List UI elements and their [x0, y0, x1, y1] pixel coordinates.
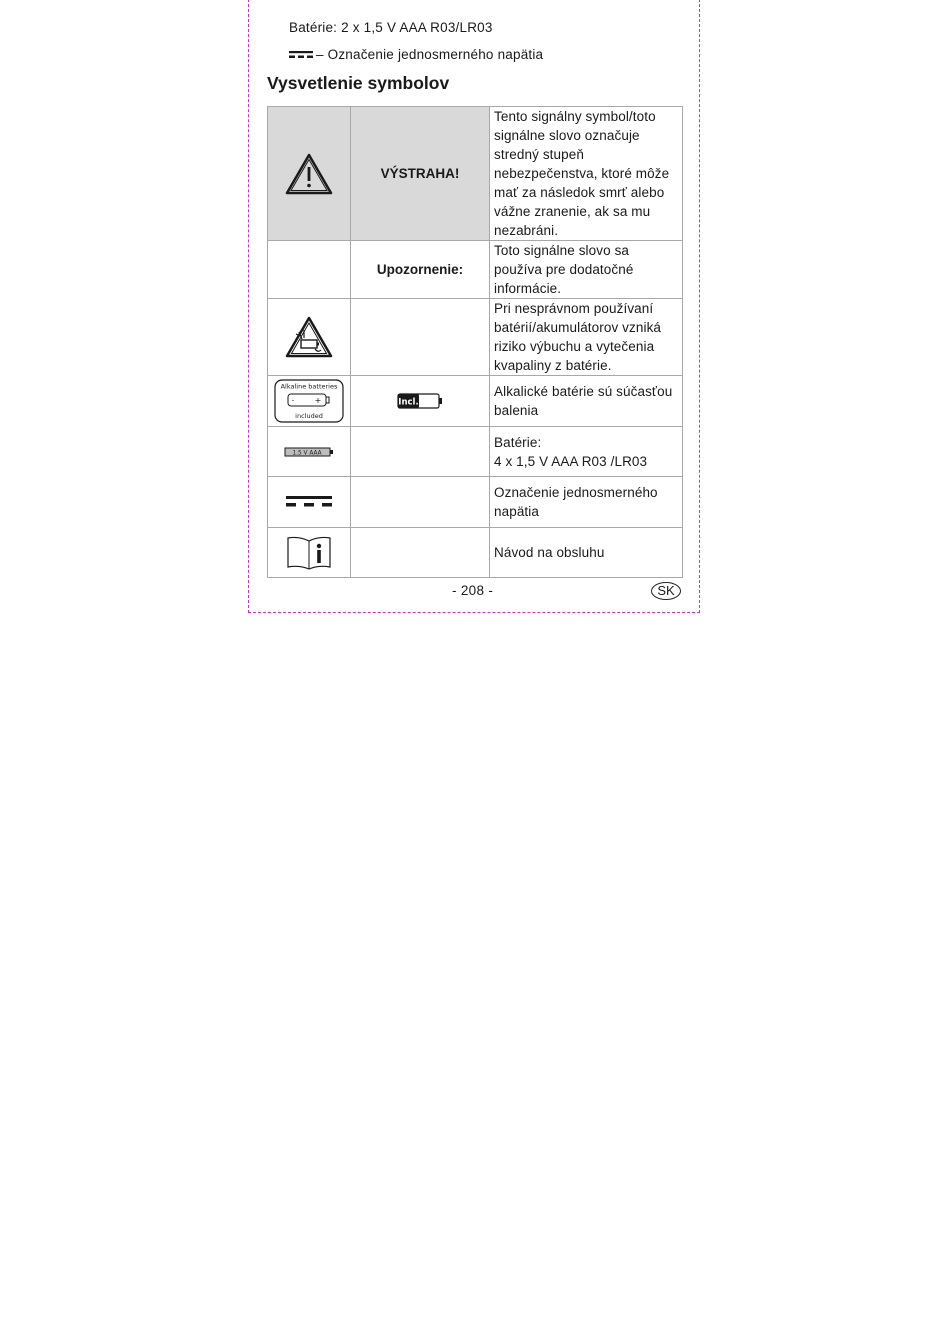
page-number: - 208 - — [452, 583, 494, 598]
table-row — [268, 477, 683, 528]
table-row — [268, 528, 683, 578]
svg-text:Incl.: Incl. — [398, 397, 419, 408]
language-badge: SK — [651, 582, 681, 600]
dc-voltage-line — [289, 47, 543, 62]
aaa-battery-icon — [284, 446, 334, 458]
warning-triangle-icon — [285, 153, 333, 195]
table-row — [268, 376, 683, 427]
battery-explosion-warning-icon — [285, 316, 333, 358]
incl-battery-icon — [397, 393, 443, 409]
row-description: Tento signálny symbol/toto signálne slovo označuje stredný stupeň nebezpečenstva, ktoré môže mať za následok smrť alebo vážne zranenie, ak sa mu nezabráni. — [490, 107, 683, 241]
signal-word-warning: VÝSTRAHA! — [351, 107, 490, 241]
table-row — [268, 427, 683, 477]
row-description: Batérie: 4 x 1,5 V AAA R03 /LR03 — [490, 427, 683, 477]
direct-current-icon — [286, 496, 332, 508]
alkaline-batteries-included-icon — [274, 379, 344, 423]
battery-spec-line: Batérie: 2 x 1,5 V AAA R03/LR03 — [289, 20, 493, 35]
row-description: Pri nesprávnom používaní batérií/akumulátorov vzniká riziko výbuchu a vytečenia kvapaliny z batérie. — [490, 299, 683, 376]
svg-text:Alkaline batteries: Alkaline batteries — [280, 382, 338, 391]
row-description: Toto signálne slovo sa používa pre dodatočné informácie. — [490, 241, 683, 299]
manual-info-icon — [285, 535, 333, 571]
signal-word-notice: Upozornenie: — [351, 241, 490, 299]
table-row — [268, 241, 683, 299]
row-description: Návod na obsluhu — [490, 528, 683, 578]
table-row — [268, 299, 683, 376]
direct-current-icon — [289, 51, 313, 59]
row-description: Označenie jednosmerného napätia — [490, 477, 683, 528]
svg-text:1.5 V AAA: 1.5 V AAA — [292, 449, 322, 456]
svg-text:included: included — [295, 412, 323, 420]
dc-voltage-label: – Označenie jednosmerného napätia — [316, 47, 544, 62]
row-description: Alkalické batérie sú súčasťou balenia — [490, 376, 683, 427]
table-row — [268, 107, 683, 241]
section-title: Vysvetlenie symbolov — [267, 73, 450, 93]
symbols-table — [267, 106, 683, 578]
svg-text:+: + — [314, 396, 322, 405]
